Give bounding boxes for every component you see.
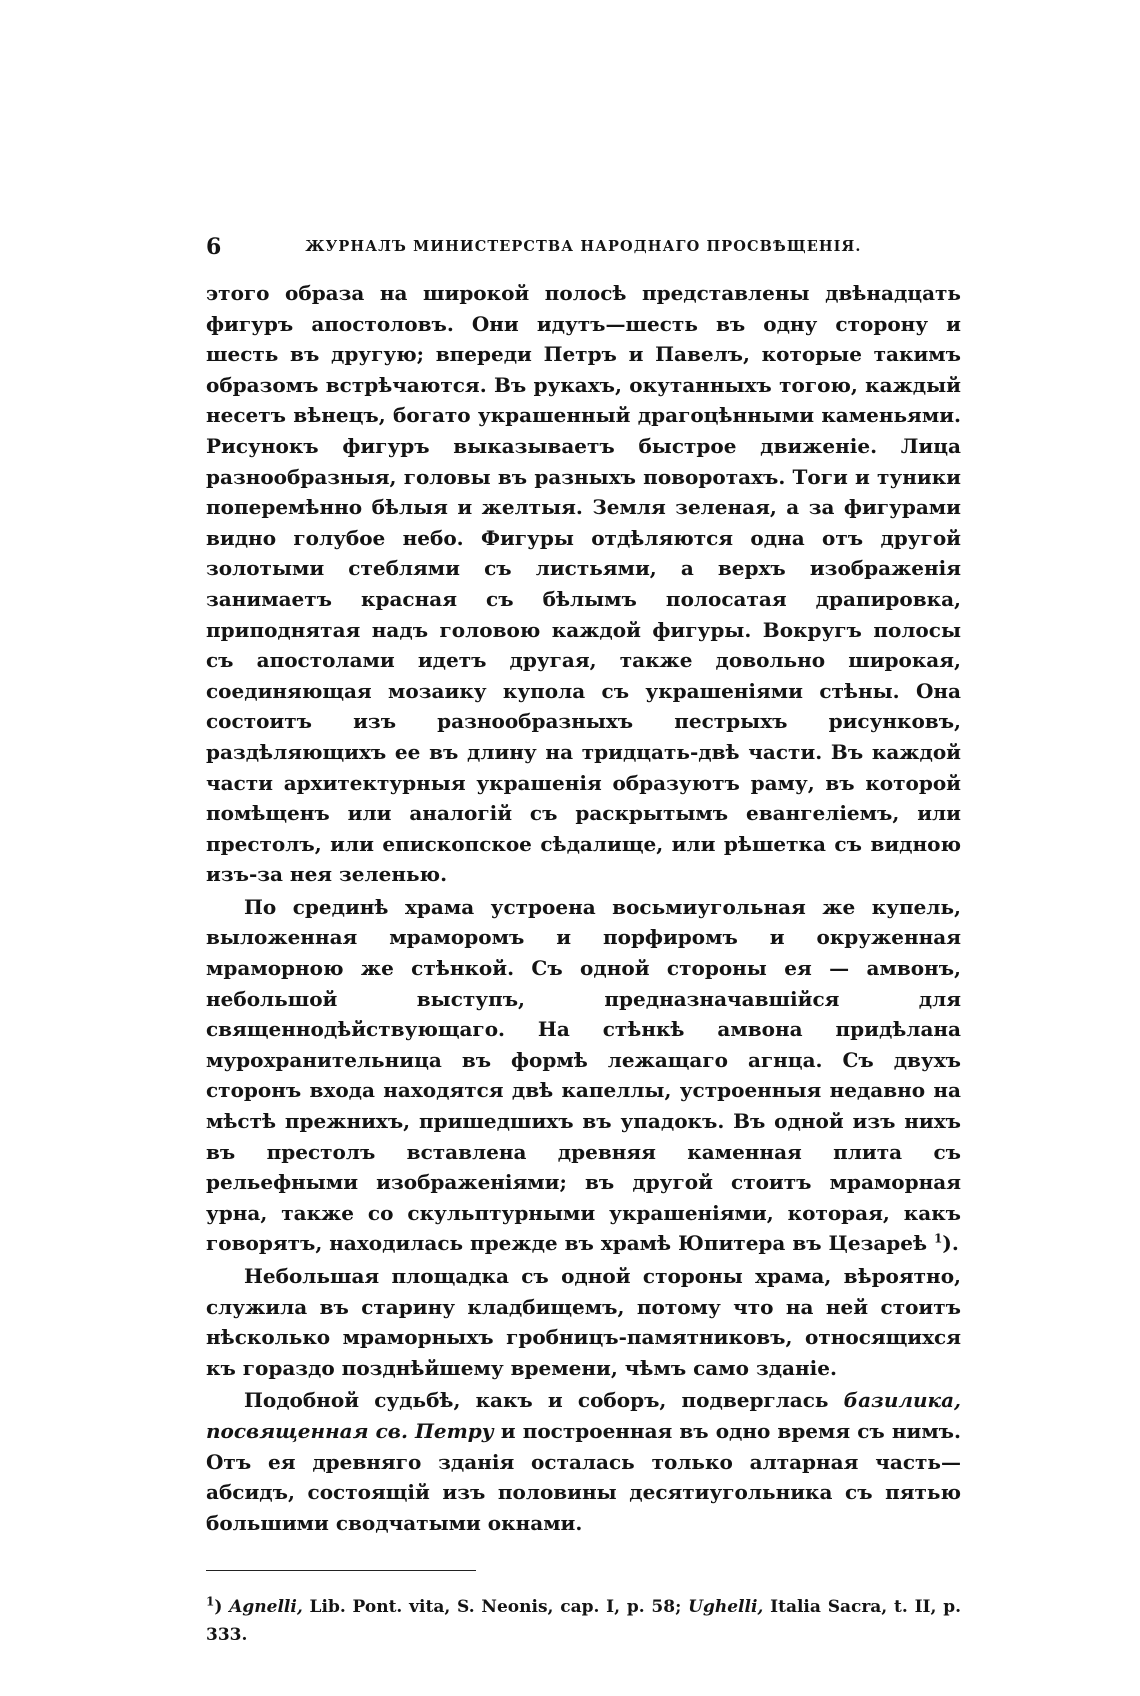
document-page: [206, 234, 961, 1649]
footnote-reference[interactable]: 1: [934, 1231, 943, 1246]
paragraph-4-emphasis: базилика, посвященная св. Петру: [206, 1388, 961, 1443]
paragraph-4-text: и построенная въ одно время съ нимъ. Отъ ея древняго зданія осталась только алтарная часть—абсидъ, состоящій изъ половины десятиугольника съ пятью большими сводчатыми окнами.: [206, 1418, 961, 1535]
footnote: [206, 1593, 961, 1649]
footnote-ref-2: Italia Sacra, t. II, p. 333.: [206, 1597, 961, 1646]
paragraph-3-text: Небольшая площадка съ одной стороны храма, вѣроятно, служила въ старину кладбищемъ, потому что на ней стоитъ нѣсколько мраморныхъ гробницъ-памятниковъ, относящихся къ гораздо позднѣйшему времени, чѣмъ само зданіе.: [206, 1264, 961, 1380]
footnote-mark: 1: [206, 1594, 215, 1609]
footnote-divider: [206, 1570, 476, 1571]
paragraph-1-text: этого образа на широкой полосѣ представлены двѣнадцать фигуръ апостоловъ. Они идутъ—шесть въ одну сторону и шесть въ другую; впереди Петръ и Павелъ, которые такимъ образомъ встрѣчаются. Въ рукахъ, окутанныхъ тогою, каждый несетъ вѣнецъ, богато украшенный драгоцѣнными каменьями. Рисунокъ фигуръ выказываетъ быстрое движеніе. Лица разнообразныя, головы въ разныхъ поворотахъ. Тоги и туники поперемѣнно бѣлыя и желтыя. Земля зеленая, а за фигурами видно голубое небо. Фигуры отдѣляются одна отъ другой золотыми стеблями съ листьями, а верхъ изображенія занимаетъ красная съ бѣлымъ полосатая драпировка, приподнятая надъ головою каждой фигуры. Вокругъ полосы съ апостолами идетъ другая, также довольно широкая, соединяющая мозаику купола съ украшеніями стѣны. Она состоитъ изъ разнообразныхъ пестрыхъ рисунковъ, раздѣляющихъ ее въ длину на тридцать-двѣ части. Въ каждой части архитектурныя украшенія образуютъ раму, въ которой помѣщенъ или аналогій съ раскрытымъ евангеліемъ, или престолъ, или епископское сѣдалище, или рѣшетка съ видною изъ-за нея зеленью.: [206, 281, 961, 887]
page-number: 6: [206, 234, 222, 260]
paragraph-3: [206, 1261, 961, 1383]
body-text: [206, 278, 961, 1538]
running-head: [206, 234, 961, 268]
footnote-reference-close: ).: [942, 1231, 959, 1256]
footnote-author-1: Agnelli,: [229, 1597, 303, 1618]
paragraph-4-lead: Подобной судьбѣ, какъ и соборъ, подверглась: [244, 1388, 844, 1413]
paragraph-2: [206, 892, 961, 1259]
journal-title: ЖУРНАЛЪ МИНИСТЕРСТВА НАРОДНАГО ПРОСВѢЩЕНІЯ.: [305, 238, 862, 255]
paragraph-4: [206, 1385, 961, 1538]
paragraph-1: [206, 278, 961, 890]
footnote-author-2: Ughelli,: [688, 1597, 764, 1618]
paragraph-2-text: По срединѣ храма устроена восьмиугольная же купель, выложенная мраморомъ и порфиромъ и окруженная мраморною же стѣнкой. Съ одной стороны ея — амвонъ, небольшой выступъ, предназначавшійся для священнодѣйствующаго. На стѣнкѣ амвона придѣлана мурохранительница въ формѣ лежащаго агнца. Съ двухъ сторонъ входа находятся двѣ капеллы, устроенныя недавно на мѣстѣ прежнихъ, пришедшихъ въ упадокъ. Въ одной изъ нихъ въ престолъ вставлена древняя каменная плита съ рельефными изображеніями; въ другой стоитъ мраморная урна, также со скульптурными украшеніями, которая, какъ говорятъ, находилась прежде въ храмѣ Юпитера въ Цезареѣ: [206, 894, 961, 1256]
footnote-ref-1: Lib. Pont. vita, S. Neonis, cap. I, p. 58;: [302, 1597, 689, 1618]
footnote-mark-close: ): [214, 1597, 223, 1618]
